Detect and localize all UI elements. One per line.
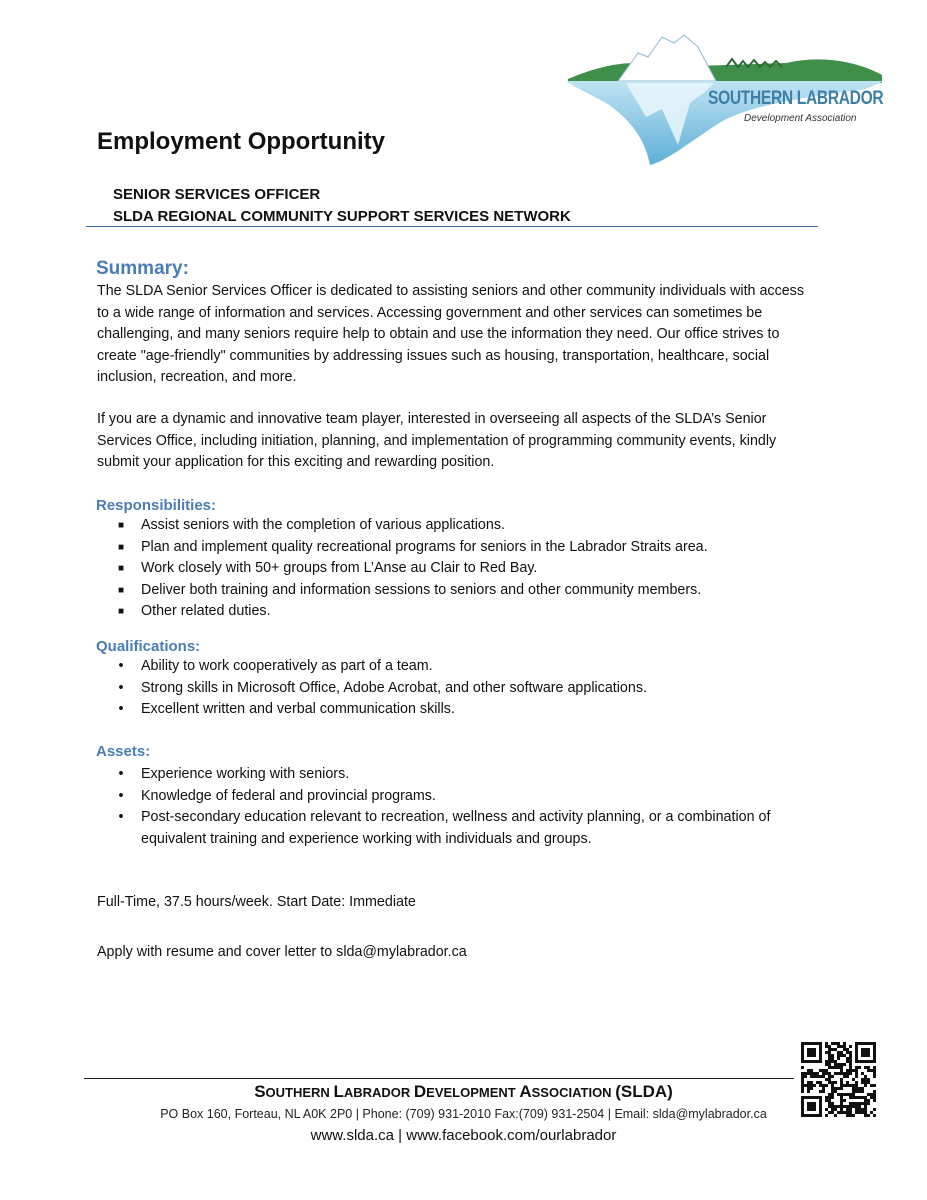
square-bullet-icon: ■ <box>117 584 125 596</box>
footer-web-links[interactable]: www.slda.ca | www.facebook.com/ourlabrador <box>310 1127 617 1144</box>
network-title: SLDA REGIONAL COMMUNITY SUPPORT SERVICES NETWORK <box>113 208 571 225</box>
list-item-text: Excellent written and verbal communication skills. <box>141 701 455 717</box>
org-initial: L <box>333 1082 344 1101</box>
org-initial: D <box>413 1082 427 1101</box>
summary-paragraph-1 <box>97 281 817 389</box>
org-word: ABRADOR <box>343 1085 414 1100</box>
square-bullet-icon: ■ <box>117 520 125 531</box>
list-item <box>97 699 817 721</box>
summary-heading: Summary: <box>96 258 189 279</box>
list-item <box>97 558 817 580</box>
round-bullet-icon: • <box>118 787 124 804</box>
list-item <box>97 764 817 786</box>
responsibilities-list <box>97 515 817 623</box>
qr-code-icon[interactable] <box>801 1042 876 1117</box>
list-item-text: Strong skills in Microsoft Office, Adobe Acrobat, and other software applications. <box>141 679 647 696</box>
list-item <box>97 580 817 602</box>
round-bullet-icon: • <box>118 658 124 674</box>
assets-list <box>97 764 817 850</box>
logo-subtitle-text: Development Association <box>744 113 857 124</box>
list-item <box>97 537 817 559</box>
round-bullet-icon: • <box>118 701 124 717</box>
summary-paragraph-2 <box>97 409 817 474</box>
list-item-text: Ability to work cooperatively as part of a team. <box>141 658 433 674</box>
summary-paragraph-2-text: If you are a dynamic and innovative team player, interested in overseeing all aspects of the SLDA’s Senior Services Office, including initiation, planning, and implementation of programming community events, kindly submit your application for this exciting and rewarding position. <box>97 411 777 470</box>
assets-heading: Assets: <box>96 743 151 760</box>
list-item <box>97 786 817 808</box>
square-bullet-icon: ■ <box>117 563 125 574</box>
list-item-text: Other related duties. <box>141 603 271 619</box>
org-abbreviation: (SLDA) <box>615 1082 673 1101</box>
list-item <box>97 601 817 623</box>
document-title: Employment Opportunity <box>97 128 385 155</box>
org-initial: S <box>254 1082 266 1101</box>
org-initial: A <box>519 1082 532 1101</box>
employment-hours: Full-Time, 37.5 hours/week. Start Date: Immediate <box>97 894 416 910</box>
round-bullet-icon: • <box>118 809 124 825</box>
list-item-text: Assist seniors with the completion of various applications. <box>141 517 505 533</box>
qualifications-heading: Qualifications: <box>96 638 201 655</box>
square-bullet-icon: ■ <box>117 606 125 617</box>
square-bullet-icon: ■ <box>117 541 125 553</box>
round-bullet-icon: • <box>118 766 124 782</box>
qualifications-list <box>97 656 817 721</box>
summary-paragraph-1-text: The SLDA Senior Services Officer is dedicated to assisting seniors and other community individuals with access to a wide range of information and services. Accessing government and other services can sometimes be challenging, and many seniors require help to obtain and use the information they need. Our office strives to create "age-friendly" communities by addressing issues such as housing, transportation, healthcare, social inclusion, recreation, and more. <box>97 283 804 385</box>
org-word: SSOCIATION <box>531 1085 616 1100</box>
header-divider <box>86 226 818 227</box>
list-item-text: Knowledge of federal and provincial programs. <box>141 787 436 804</box>
list-item-text: Post-secondary education relevant to recreation, wellness and activity planning, or a combination of equivalent training and experience working with individuals and groups. <box>141 809 771 847</box>
logo-name-text: SOUTHERN LABRADOR <box>708 88 884 109</box>
position-title: SENIOR SERVICES OFFICER <box>113 186 321 203</box>
apply-instructions: Apply with resume and cover letter to slda@mylabrador.ca <box>97 944 467 960</box>
round-bullet-icon: • <box>118 679 124 696</box>
footer-divider <box>84 1078 794 1079</box>
list-item-text: Plan and implement quality recreational programs for seniors in the Labrador Straits area. <box>141 538 708 555</box>
list-item <box>97 515 817 537</box>
responsibilities-heading: Responsibilities: <box>96 497 217 514</box>
list-item-text: Deliver both training and information sessions to seniors and other community members. <box>141 581 702 598</box>
list-item-text: Experience working with seniors. <box>141 766 350 782</box>
org-word: EVELOPMENT <box>426 1085 520 1100</box>
list-item <box>97 656 817 678</box>
org-word: OUTHERN <box>265 1085 334 1100</box>
list-item <box>97 678 817 700</box>
list-item <box>97 807 817 850</box>
list-item-text: Work closely with 50+ groups from L’Anse au Clair to Red Bay. <box>141 560 538 576</box>
footer-organization-name <box>0 1082 927 1102</box>
footer-contact-info: PO Box 160, Forteau, NL A0K 2P0 | Phone: (709) 931-2010 Fax:(709) 931-2504 | Email: slda@mylabrador.ca <box>160 1107 767 1121</box>
